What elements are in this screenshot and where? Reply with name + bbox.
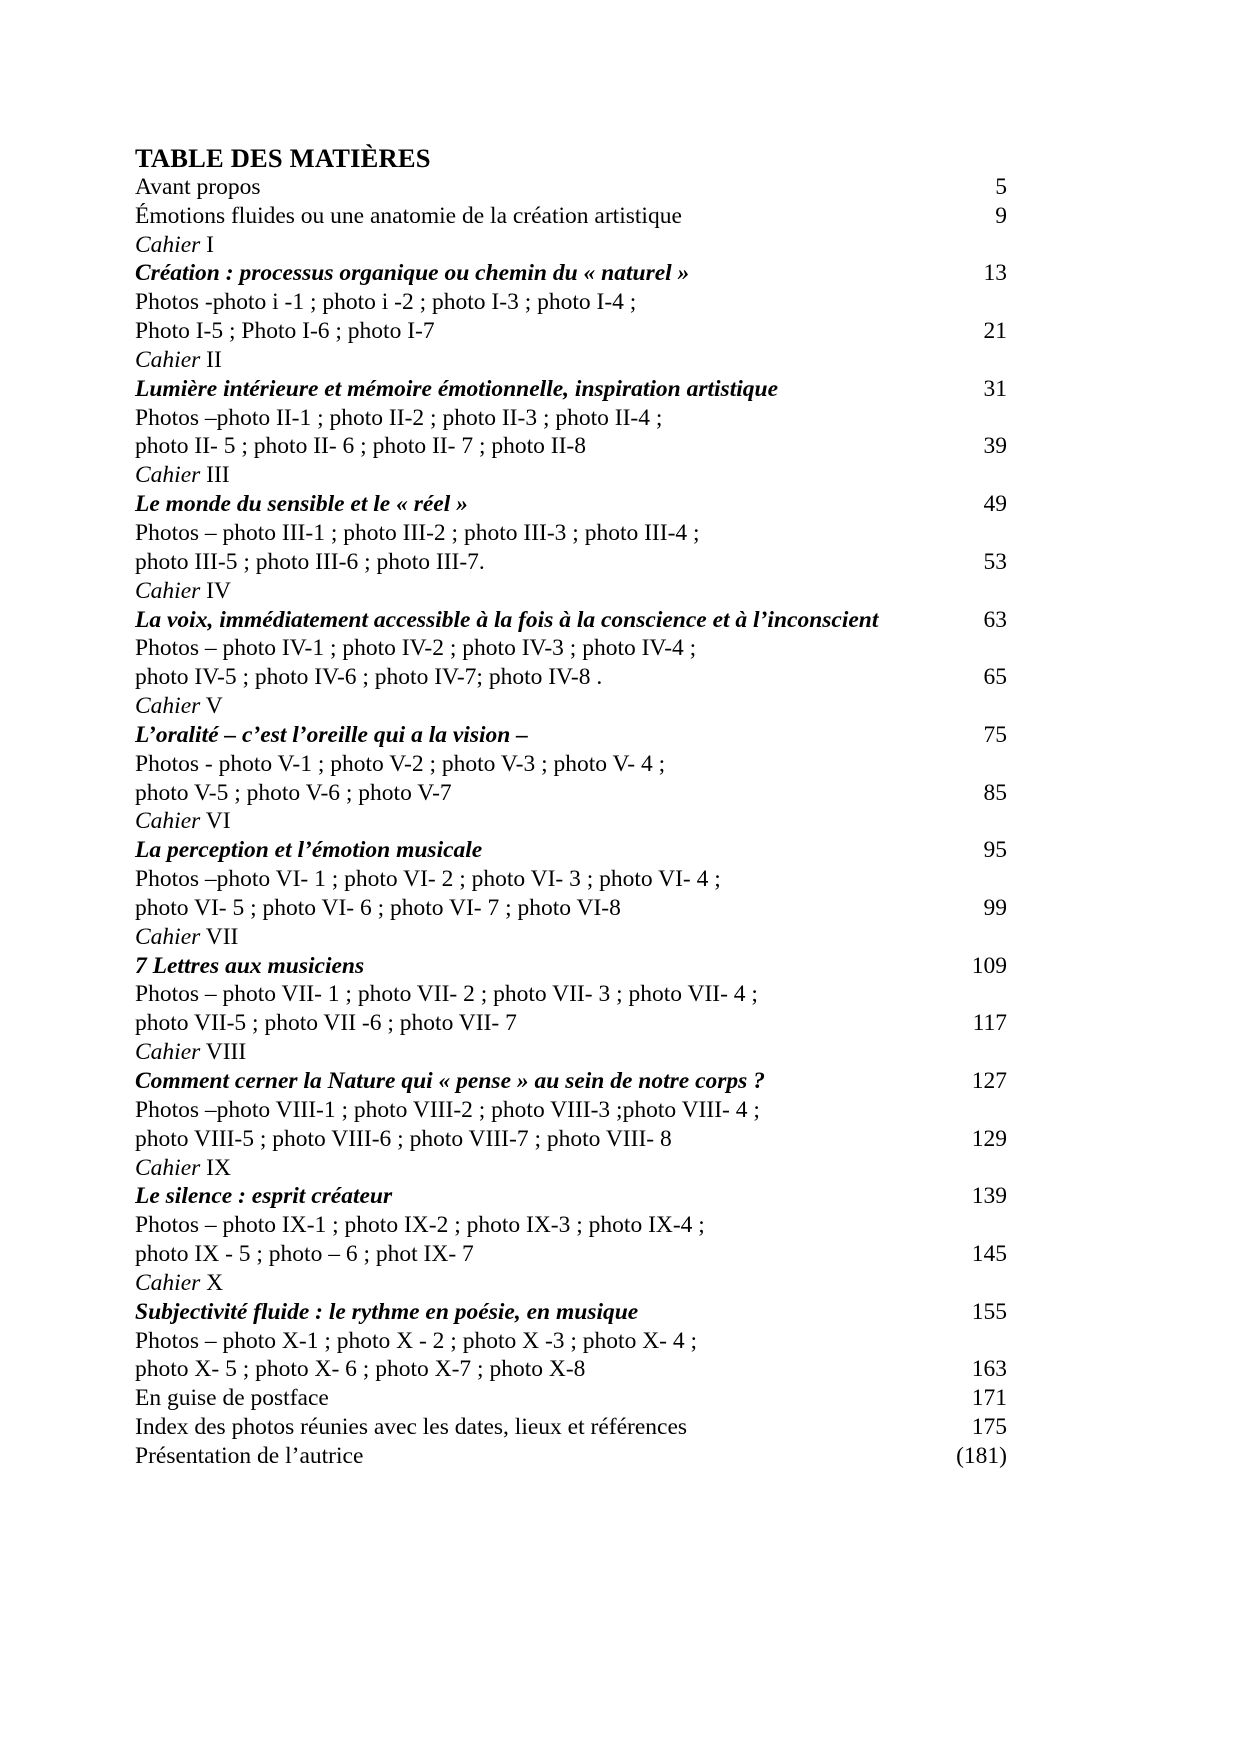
- toc-row: [135, 1067, 1007, 1096]
- toc-page-number: 175: [971, 1414, 1007, 1441]
- toc-chapter-title: Le monde du sensible et le « réel »: [135, 491, 468, 518]
- toc-row: [135, 461, 1007, 490]
- toc-entry-text: photo IX - 5 ; photo – 6 ; phot IX- 7: [135, 1241, 474, 1268]
- toc-chapter-title: Subjectivité fluide : le rythme en poésie, en musique: [135, 1298, 639, 1325]
- toc-cahier-label: [135, 346, 965, 375]
- cahier-numeral: IX: [206, 1154, 231, 1181]
- toc-cahier-label: [135, 577, 965, 606]
- toc-page-number: 129: [971, 1125, 1007, 1152]
- toc-entry-text: Photos – photo IV-1 ; photo IV-2 ; photo IV-3 ; photo IV-4 ;: [135, 635, 697, 662]
- toc-row: [135, 1384, 1007, 1413]
- toc-entry-text: Index des photos réunies avec les dates, lieux et références: [135, 1414, 688, 1441]
- cahier-word: Cahier: [135, 1154, 201, 1181]
- cahier-word: Cahier: [135, 231, 201, 258]
- toc-cahier-label: [135, 461, 965, 490]
- toc-chapter-title: Le silence : esprit créateur: [135, 1183, 393, 1210]
- toc-row: [135, 1038, 1007, 1067]
- toc-page-number: 117: [972, 1010, 1007, 1037]
- toc-row: [135, 548, 1007, 577]
- toc-row: [135, 317, 1007, 346]
- toc-page-number: 139: [971, 1183, 1007, 1210]
- toc-page-number: 39: [983, 433, 1007, 460]
- toc-entry-text: photo VI- 5 ; photo VI- 6 ; photo VI- 7 ; photo VI-8: [135, 894, 621, 921]
- toc-row: [135, 865, 1007, 894]
- cahier-numeral: VI: [205, 808, 231, 835]
- toc-row: [135, 1125, 1007, 1154]
- toc-page-number: 109: [971, 952, 1007, 979]
- toc-entry-text: Photos – photo VII- 1 ; photo VII- 2 ; photo VII- 3 ; photo VII- 4 ;: [135, 981, 758, 1008]
- toc-row: [135, 1096, 1007, 1125]
- toc-chapter-title: L’oralité – c’est l’oreille qui a la vision –: [135, 721, 528, 748]
- toc-entry-text: photo III-5 ; photo III-6 ; photo III-7.: [135, 548, 485, 575]
- toc-page-number: 99: [983, 894, 1007, 921]
- toc-page-number: 13: [983, 260, 1007, 287]
- cahier-word: Cahier: [135, 808, 201, 835]
- toc-entry-text: Photos -photo i -1 ; photo i -2 ; photo I-3 ; photo I-4 ;: [135, 289, 637, 316]
- toc-row: [135, 346, 1007, 375]
- toc-row: [135, 692, 1007, 721]
- toc-page-number: 49: [983, 491, 1007, 518]
- toc-entry-text: photo II- 5 ; photo II- 6 ; photo II- 7 ; photo II-8: [135, 433, 586, 460]
- toc-row: [135, 1413, 1007, 1442]
- toc-row: [135, 1355, 1007, 1384]
- toc-entry-text: Photos – photo X-1 ; photo X - 2 ; photo X -3 ; photo X- 4 ;: [135, 1327, 698, 1354]
- toc-row: [135, 750, 1007, 779]
- toc-row: [135, 1154, 1007, 1183]
- toc-cahier-label: [135, 1038, 965, 1067]
- toc-row: [135, 173, 1007, 202]
- toc-chapter-title: Lumière intérieure et mémoire émotionnelle, inspiration artistique: [135, 375, 779, 402]
- toc-page-number: 163: [971, 1356, 1007, 1383]
- toc-entry-text: Photos –photo II-1 ; photo II-2 ; photo II-3 ; photo II-4 ;: [135, 404, 663, 431]
- toc-entry-text: Émotions fluides ou une anatomie de la création artistique: [135, 202, 682, 229]
- cahier-word: Cahier: [135, 923, 201, 950]
- toc-row: [135, 288, 1007, 317]
- cahier-numeral: III: [206, 462, 230, 489]
- table-of-contents: [135, 144, 1007, 1471]
- toc-entry-text: Avant propos: [135, 173, 261, 200]
- toc-row: [135, 1240, 1007, 1269]
- page-title-row: [135, 144, 1007, 173]
- toc-entry-text: Présentation de l’autrice: [135, 1442, 364, 1469]
- cahier-numeral: V: [205, 693, 223, 720]
- toc-page-number: 53: [983, 548, 1007, 575]
- toc-row: [135, 807, 1007, 836]
- cahier-word: Cahier: [135, 1039, 201, 1066]
- toc-cahier-label: [135, 231, 965, 260]
- toc-row: [135, 1327, 1007, 1356]
- toc-cahier-label: [135, 923, 965, 952]
- toc-row: [135, 721, 1007, 750]
- toc-row: [135, 1009, 1007, 1038]
- cahier-word: Cahier: [135, 346, 201, 373]
- toc-row: [135, 923, 1007, 952]
- toc-row: [135, 779, 1007, 808]
- cahier-word: Cahier: [135, 462, 201, 489]
- toc-entry-text: Photo I-5 ; Photo I-6 ; photo I-7: [135, 318, 435, 345]
- cahier-numeral: VII: [205, 923, 239, 950]
- toc-page-number: 145: [971, 1241, 1007, 1268]
- toc-entry-text: Photos –photo VIII-1 ; photo VIII-2 ; photo VIII-3 ;photo VIII- 4 ;: [135, 1096, 760, 1123]
- toc-entry-text: photo IV-5 ; photo IV-6 ; photo IV-7; photo IV-8 .: [135, 664, 603, 691]
- toc-row: [135, 663, 1007, 692]
- toc-entry-text: photo X- 5 ; photo X- 6 ; photo X-7 ; photo X-8: [135, 1356, 586, 1383]
- toc-row: [135, 259, 1007, 288]
- toc-chapter-title: La voix, immédiatement accessible à la fois à la conscience et à l’inconscient: [135, 606, 879, 633]
- toc-chapter-title: La perception et l’émotion musicale: [135, 837, 483, 864]
- toc-entry-text: Photos –photo VI- 1 ; photo VI- 2 ; photo VI- 3 ; photo VI- 4 ;: [135, 866, 721, 893]
- toc-page-number: 95: [983, 837, 1007, 864]
- toc-cahier-label: [135, 807, 965, 836]
- toc-row: [135, 894, 1007, 923]
- toc-page-number: 21: [983, 318, 1007, 345]
- toc-entry-text: photo V-5 ; photo V-6 ; photo V-7: [135, 779, 452, 806]
- toc-entry-text: photo VII-5 ; photo VII -6 ; photo VII- 7: [135, 1010, 517, 1037]
- cahier-numeral: VIII: [205, 1039, 247, 1066]
- toc-row: [135, 1211, 1007, 1240]
- toc-page-number: 5: [995, 173, 1007, 200]
- toc-page-number: 75: [983, 721, 1007, 748]
- toc-page-number: 9: [995, 202, 1007, 229]
- cahier-numeral: II: [206, 346, 222, 373]
- toc-page-number: 155: [971, 1298, 1007, 1325]
- toc-entry-text: Photos - photo V-1 ; photo V-2 ; photo V-3 ; photo V- 4 ;: [135, 750, 666, 777]
- cahier-word: Cahier: [135, 577, 201, 604]
- toc-row: [135, 490, 1007, 519]
- cahier-numeral: X: [206, 1269, 224, 1296]
- toc-chapter-title: Création : processus organique ou chemin du « naturel »: [135, 260, 690, 287]
- toc-entry-text: Photos – photo III-1 ; photo III-2 ; photo III-3 ; photo III-4 ;: [135, 519, 700, 546]
- toc-row: [135, 375, 1007, 404]
- toc-row: [135, 634, 1007, 663]
- toc-cahier-label: [135, 1269, 965, 1298]
- toc-row: [135, 1442, 1007, 1471]
- toc-row: [135, 519, 1007, 548]
- toc-row: [135, 404, 1007, 433]
- toc-page-number: 171: [971, 1385, 1007, 1412]
- toc-entry-text: En guise de postface: [135, 1385, 329, 1412]
- toc-row: [135, 432, 1007, 461]
- toc-page-number: (181): [956, 1442, 1007, 1469]
- toc-cahier-label: [135, 1154, 965, 1183]
- toc-row: [135, 231, 1007, 260]
- toc-entry-text: Photos – photo IX-1 ; photo IX-2 ; photo IX-3 ; photo IX-4 ;: [135, 1212, 705, 1239]
- toc-cahier-label: [135, 692, 965, 721]
- toc-page-number: 127: [971, 1068, 1007, 1094]
- toc-row: [135, 836, 1007, 865]
- toc-page-number: 31: [983, 375, 1007, 402]
- toc-row: [135, 577, 1007, 606]
- toc-row: [135, 1182, 1007, 1211]
- toc-page-number: 63: [983, 606, 1007, 633]
- toc-chapter-title: 7 Lettres aux musiciens: [135, 952, 365, 979]
- toc-page-number: 85: [983, 779, 1007, 806]
- toc-row: [135, 606, 1007, 635]
- toc-row: [135, 980, 1007, 1009]
- toc-row: [135, 952, 1007, 981]
- cahier-word: Cahier: [135, 1269, 201, 1296]
- toc-row: [135, 1298, 1007, 1327]
- toc-row: [135, 202, 1007, 231]
- toc-chapter-title: Comment cerner la Nature qui « pense » au sein de notre corps ?: [135, 1068, 765, 1094]
- page-title: TABLE DES MATIÈRES: [135, 143, 431, 173]
- toc-entry-text: photo VIII-5 ; photo VIII-6 ; photo VIII-7 ; photo VIII- 8: [135, 1125, 672, 1152]
- cahier-numeral: IV: [206, 577, 231, 604]
- toc-row: [135, 1269, 1007, 1298]
- toc-page-number: 65: [983, 664, 1007, 691]
- cahier-word: Cahier: [135, 693, 201, 720]
- cahier-numeral: I: [206, 231, 214, 258]
